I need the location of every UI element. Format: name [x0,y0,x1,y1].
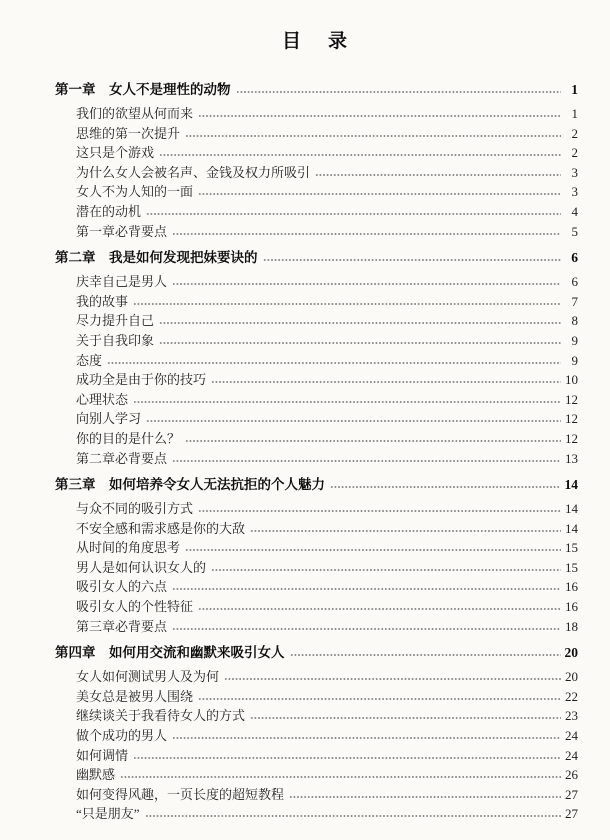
toc-entry-page: 6 [571,274,578,290]
toc-entry-page: 7 [571,293,578,309]
toc-entry-label: 第二章必背要点 [76,450,168,466]
toc-entry [55,617,578,637]
dot-leader [330,485,561,489]
toc-entry [55,558,578,578]
toc-entry-label: 与众不同的吸引方式 [76,501,194,517]
dot-leader [172,627,561,631]
toc-entry [55,667,578,687]
toc-entry-page: 15 [565,559,578,575]
toc-entry-label: 第四章 如何用交流和幽默来吸引女人 [55,645,285,661]
toc-chapter-entry [55,642,578,663]
toc-entry-page: 14 [564,477,578,493]
toc-entry-label: 女人不为人知的一面 [76,184,194,200]
toc-entry-label: 这只是个游戏 [76,145,155,161]
toc-entry [55,726,578,746]
toc-entry [55,390,578,410]
toc-entry-label: 潜在的动机 [76,203,142,219]
dot-leader [159,341,561,345]
dot-leader [133,756,561,760]
toc-entry [55,292,578,312]
dot-leader [198,697,561,701]
toc-entry [55,746,578,766]
toc-entry-page: 9 [571,332,578,348]
toc-entry [55,597,578,617]
toc-entry [55,765,578,785]
toc-entry-label: 第一章必背要点 [76,223,168,239]
toc-entry [55,202,578,222]
toc-entry-label: 关于自我印象 [76,332,155,348]
toc-entry-page: 3 [571,164,578,180]
dot-leader [211,568,561,572]
dot-leader [289,795,561,799]
dot-leader [107,361,561,365]
toc-entry-page: 27 [565,806,578,822]
toc-entry-page: 13 [565,450,578,466]
dot-leader [146,212,561,216]
dot-leader [198,607,561,611]
toc-entry [55,499,578,519]
toc-entry [55,409,578,429]
dot-leader [172,736,561,740]
toc-entry-page: 12 [565,411,578,427]
toc-entry-page: 24 [565,728,578,744]
toc-entry-label: 你的目的是什么？ [76,430,181,446]
toc-entry-label: 第三章必背要点 [76,618,168,634]
toc-entry-page: 2 [571,125,578,141]
toc-entry-label: 如何调情 [76,747,129,763]
toc-entry-label: 不安全感和需求感是你的大敌 [76,520,246,536]
toc-entry-label: 做个成功的男人 [76,728,168,744]
toc-entry-page: 26 [565,767,578,783]
dot-leader [159,321,561,325]
dot-leader [315,173,561,177]
toc-entry-label: 幽默感 [76,767,116,783]
toc-entry-page: 20 [565,669,578,685]
toc-entry-label: 从时间的角度思考 [76,540,181,556]
toc-entry-label: 吸引女人的个性特征 [76,599,194,615]
toc-entry-page: 2 [571,145,578,161]
toc-entry-page: 18 [565,618,578,634]
toc-entry [55,331,578,351]
dot-leader [224,677,561,681]
toc-entry [55,687,578,707]
dot-leader [133,400,561,404]
dot-leader [290,653,562,657]
toc-entry-label: 成功全是由于你的技巧 [76,372,207,388]
dot-leader [211,380,561,384]
toc-entry-page: 9 [571,352,578,368]
toc-entry-page: 4 [571,203,578,219]
toc-entry-label: 继续谈关于我看待女人的方式 [76,708,246,724]
toc-entry-page: 23 [565,708,578,724]
toc-entry-label: 为什么女人会被名声、金钱及权力所吸引 [76,164,311,180]
toc-entry-page: 27 [565,786,578,802]
toc-entry-page: 16 [565,579,578,595]
toc-entry [55,804,578,824]
toc-entry [55,538,578,558]
toc-entry-page: 14 [565,520,578,536]
toc-entry-label: 庆幸自己是男人 [76,274,168,290]
toc-entry [55,577,578,597]
toc-entry-label: 第三章 如何培养令女人无法抗拒的个人魅力 [55,477,325,493]
toc-entry-page: 1 [571,106,578,121]
dot-leader [172,282,561,286]
dot-leader [236,90,562,94]
dot-leader [185,134,561,138]
dot-leader [146,419,561,423]
toc-entry-label: 思维的第一次提升 [76,125,181,141]
dot-leader [250,716,561,720]
toc-entry [55,449,578,469]
toc-entry-page: 6 [571,250,578,266]
dot-leader [250,529,561,533]
toc-entry-label: 我的故事 [76,293,129,309]
toc-entry-label: 向别人学习 [76,411,142,427]
toc-entry-page: 22 [565,688,578,704]
dot-leader [172,232,561,236]
dot-leader [133,302,561,306]
toc-entry-label: 美女总是被男人围绕 [76,688,194,704]
toc-entry-label: 第一章 女人不是理性的动物 [55,82,231,97]
toc-entry [55,429,578,449]
toc-entry-page: 15 [565,540,578,556]
toc-entry-label: 女人如何测试男人及为何 [76,669,220,685]
dot-leader [198,114,561,118]
toc-entry [55,311,578,331]
toc-entry [55,706,578,726]
toc-entry [55,351,578,371]
toc-entry-page: 16 [565,599,578,615]
toc-chapter-entry [55,247,578,268]
page-title: 目 录 [281,31,351,52]
toc-entry-page: 3 [571,184,578,200]
toc-entry [55,272,578,292]
dot-leader [185,548,561,552]
toc-entry [55,143,578,163]
toc-entry-page: 8 [571,313,578,329]
toc-entry-label: “只是朋友” [76,806,140,822]
toc-entry [55,124,578,144]
toc-entry-page: 12 [565,430,578,446]
toc-entry-label: 男人是如何认识女人的 [76,559,207,575]
dot-leader [172,587,561,591]
toc-entry [55,163,578,183]
dot-leader [198,192,561,196]
toc-entry-page: 10 [565,372,578,388]
toc-entry-page: 5 [571,223,578,239]
toc-entry [55,222,578,242]
dot-leader [172,459,561,463]
toc-entry-label: 尽力提升自己 [76,313,155,329]
toc-entry [55,519,578,539]
toc-chapter-entry [55,474,578,495]
toc-entry-label: 心理状态 [76,391,129,407]
toc-entry-label: 吸引女人的六点 [76,579,168,595]
toc-list [55,79,578,824]
toc-entry [55,182,578,202]
dot-leader [185,439,561,443]
toc-entry-label: 第二章 我是如何发现把妹要诀的 [55,250,258,266]
toc-entry-page: 1 [571,82,578,97]
dot-leader [263,258,562,262]
dot-leader [145,814,561,818]
toc-entry [55,370,578,390]
dot-leader [120,775,561,779]
dot-leader [198,509,561,513]
toc-entry-label: 态度 [76,352,103,368]
toc-entry-label: 如何变得风趣，一页长度的超短教程 [76,786,285,802]
toc-entry-page: 24 [565,747,578,763]
toc-entry-page: 20 [564,645,578,661]
toc-entry-label: 我们的欲望从何而来 [76,106,194,121]
toc-entry [55,785,578,805]
toc-chapter-entry [55,79,578,100]
toc-entry [55,104,578,124]
toc-entry-page: 14 [565,501,578,517]
dot-leader [159,153,561,157]
toc-entry-page: 12 [565,391,578,407]
